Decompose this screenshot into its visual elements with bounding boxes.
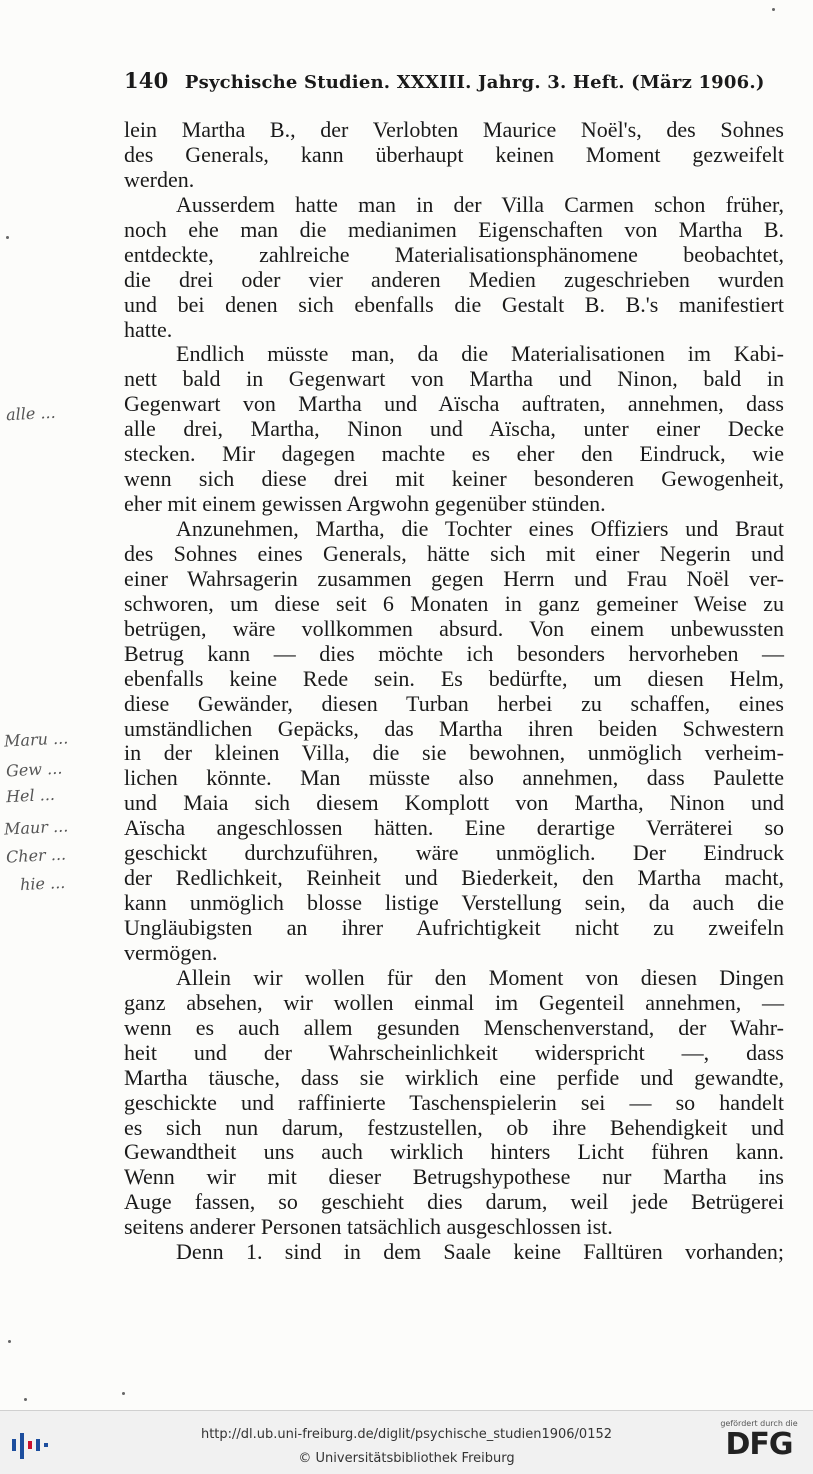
text-line-content: und bei denen sich ebenfalls die Gestalt B. B.'s manifestiert: [124, 291, 784, 317]
text-line: [124, 218, 784, 243]
text-line-content: Aïscha angeschlossen hätten. Eine derartige Verräterei so: [124, 815, 784, 841]
text-line-content: Denn 1. sind in dem Saale keine Falltüren vorhanden;: [176, 1239, 784, 1265]
margin-note: Cher ...: [5, 844, 67, 867]
text-line-content: diese Gewänder, diesen Turban herbei zu schaffen, eines: [124, 690, 784, 716]
text-line-content: eher mit einem gewissen Argwohn gegenüber stünden.: [124, 491, 606, 517]
text-line: [124, 866, 784, 891]
text-line-content: der Redlichkeit, Reinheit und Biederkeit, den Martha macht,: [124, 865, 784, 891]
text-line: [124, 243, 784, 268]
sponsor-label: gefördert durch die: [720, 1419, 798, 1428]
text-line: [124, 966, 784, 991]
text-line-content: des Generals, kann überhaupt keinen Moment gezweifelt: [124, 141, 784, 167]
text-line: [124, 542, 784, 567]
dfg-logo-text: DFG: [725, 1427, 793, 1462]
margin-note: Maru ...: [3, 728, 69, 751]
body-text: [124, 118, 784, 1265]
viewer-footer: [0, 1410, 813, 1474]
text-line: [124, 891, 784, 916]
text-line-content: Gewandtheit uns auch wirklich hinters Licht führen kann.: [124, 1139, 784, 1165]
text-line-content: Gegenwart von Martha und Aïscha auftraten, annehmen, dass: [124, 391, 784, 417]
copyright-notice: © Universitätsbibliothek Freiburg: [298, 1451, 515, 1466]
text-line-content: umständlichen Gepäcks, das Martha ihren beiden Schwestern: [124, 715, 784, 741]
text-line: [124, 916, 784, 941]
scan-speck: [8, 1340, 11, 1343]
text-line: [124, 193, 784, 218]
running-title: Psychische Studien. XXXIII. Jahrg. 3. Heft. (März 1906.): [184, 72, 765, 93]
text-line-content: kann unmöglich blosse listige Verstellung sein, da auch die: [124, 890, 784, 916]
text-line: [124, 991, 784, 1016]
text-line-content: lein Martha B., der Verlobten Maurice Noël's, des Sohnes: [124, 117, 784, 142]
text-line: [124, 1190, 784, 1215]
text-line-content: wenn es auch allem gesunden Menschenverstand, der Wahr-: [124, 1014, 784, 1040]
text-line-content: es sich nun darum, festzustellen, ob ihre Behendigkeit und: [124, 1114, 784, 1140]
text-line: [124, 1165, 784, 1190]
text-line: [124, 268, 784, 293]
scan-speck: [122, 1392, 125, 1395]
running-header: [124, 68, 764, 93]
scan-speck: [24, 1398, 27, 1401]
text-line: [124, 417, 784, 442]
text-line-content: Martha täusche, dass sie wirklich eine perfide und gewandte,: [124, 1064, 784, 1090]
text-line: [124, 1140, 784, 1165]
text-line-content: Ausserdem hatte man in der Villa Carmen schon früher,: [176, 191, 784, 217]
margin-note: hie ...: [19, 872, 66, 895]
margin-note: Hel ...: [5, 784, 56, 807]
text-line-content: seitens anderer Personen tatsächlich ausgeschlossen ist.: [124, 1214, 613, 1240]
scan-speck: [6, 236, 9, 239]
margin-note: Gew ...: [5, 758, 63, 781]
text-line: [124, 816, 784, 841]
text-line: [124, 517, 784, 542]
text-line: [124, 1091, 784, 1116]
text-line: [124, 1215, 784, 1240]
text-line: [124, 467, 784, 492]
text-line-content: Anzunehmen, Martha, die Tochter eines Offiziers und Braut: [176, 516, 784, 541]
text-line-content: noch ehe man die medianimen Eigenschaften von Martha B.: [124, 216, 784, 242]
text-line-content: Ungläubigsten an ihrer Aufrichtigkeit nicht zu zweifeln: [124, 915, 784, 940]
text-line: [124, 941, 784, 966]
text-line-content: nett bald in Gegenwart von Martha und Ninon, bald in: [124, 366, 784, 392]
text-line-content: in der kleinen Villa, die sie bewohnen, unmöglich verheim-: [124, 740, 784, 766]
text-line: [124, 841, 784, 866]
text-line: [124, 1240, 784, 1265]
text-line-content: schworen, um diese seit 6 Monaten in ganz gemeiner Weise zu: [124, 590, 784, 616]
text-line: [124, 642, 784, 667]
text-line: [124, 293, 784, 318]
text-line-content: geschickt durchzuführen, wäre unmöglich. Der Eindruck: [124, 840, 784, 866]
margin-note: Maur ...: [3, 816, 69, 839]
text-line: [124, 791, 784, 816]
text-line: [124, 1116, 784, 1141]
text-line-content: geschickte und raffinierte Taschenspielerin sei — so handelt: [124, 1089, 784, 1115]
text-line: [124, 617, 784, 642]
text-line: [124, 1066, 784, 1091]
text-line: [124, 442, 784, 467]
text-line-content: hatte.: [124, 316, 173, 342]
text-line: [124, 1016, 784, 1041]
text-line: [124, 367, 784, 392]
text-line-content: lichen könnte. Man müsste also annehmen, dass Paulette: [124, 765, 784, 791]
text-line: [124, 1041, 784, 1066]
text-line-content: und Maia sich diesem Komplott von Martha, Ninon und: [124, 790, 784, 816]
dfg-sponsor-logo: [715, 1419, 803, 1469]
text-line: [124, 567, 784, 592]
page-number: 140: [124, 68, 169, 93]
text-line-content: ebenfalls keine Rede sein. Es bedürfte, um diesen Helm,: [124, 665, 784, 691]
text-line: [124, 318, 784, 343]
text-line-content: Endlich müsste man, da die Materialisationen im Kabi-: [176, 341, 784, 367]
text-line-content: die drei oder vier anderen Medien zugeschrieben wurden: [124, 266, 784, 292]
text-line-content: betrügen, wäre vollkommen absurd. Von einem unbewussten: [124, 615, 784, 641]
text-line-content: stecken. Mir dagegen machte es eher den Eindruck, wie: [124, 441, 784, 467]
text-line: [124, 741, 784, 766]
text-line: [124, 766, 784, 791]
text-line-content: Wenn wir mit dieser Betrugshypothese nur Martha ins: [124, 1164, 784, 1190]
text-line-content: vermögen.: [124, 939, 218, 965]
text-line-content: entdeckte, zahlreiche Materialisationsphänomene beobachtet,: [124, 241, 784, 267]
text-line-content: heit und der Wahrscheinlichkeit widerspricht —, dass: [124, 1039, 784, 1065]
text-line-content: Betrug kann — dies möchte ich besonders hervorheben —: [124, 640, 784, 666]
text-line: [124, 392, 784, 417]
scan-speck: [772, 8, 775, 11]
text-line: [124, 592, 784, 617]
text-line-content: werden.: [124, 166, 195, 192]
text-line-content: Allein wir wollen für den Moment von diesen Dingen: [176, 964, 784, 990]
margin-note: alle ...: [5, 402, 57, 425]
text-line: [124, 692, 784, 717]
text-line-content: wenn sich diese drei mit keiner besonderen Gewogenheit,: [124, 466, 784, 492]
text-line: [124, 143, 784, 168]
text-line: [124, 717, 784, 742]
text-line-content: einer Wahrsagerin zusammen gegen Herrn und Frau Noël ver-: [124, 565, 784, 591]
text-line-content: des Sohnes eines Generals, hätte sich mit einer Negerin und: [124, 540, 784, 566]
permalink-url[interactable]: http://dl.ub.uni-freiburg.de/diglit/psychische_studien1906/0152: [200, 1427, 613, 1442]
text-line: [124, 118, 784, 143]
text-line: [124, 168, 784, 193]
text-line: [124, 492, 784, 517]
text-line-content: Auge fassen, so geschieht dies darum, weil jede Betrügerei: [124, 1189, 784, 1215]
text-line-content: ganz absehen, wir wollen einmal im Gegenteil annehmen, —: [124, 989, 784, 1015]
text-line-content: alle drei, Martha, Ninon und Aïscha, unter einer Decke: [124, 416, 784, 442]
text-line: [124, 342, 784, 367]
text-line: [124, 667, 784, 692]
